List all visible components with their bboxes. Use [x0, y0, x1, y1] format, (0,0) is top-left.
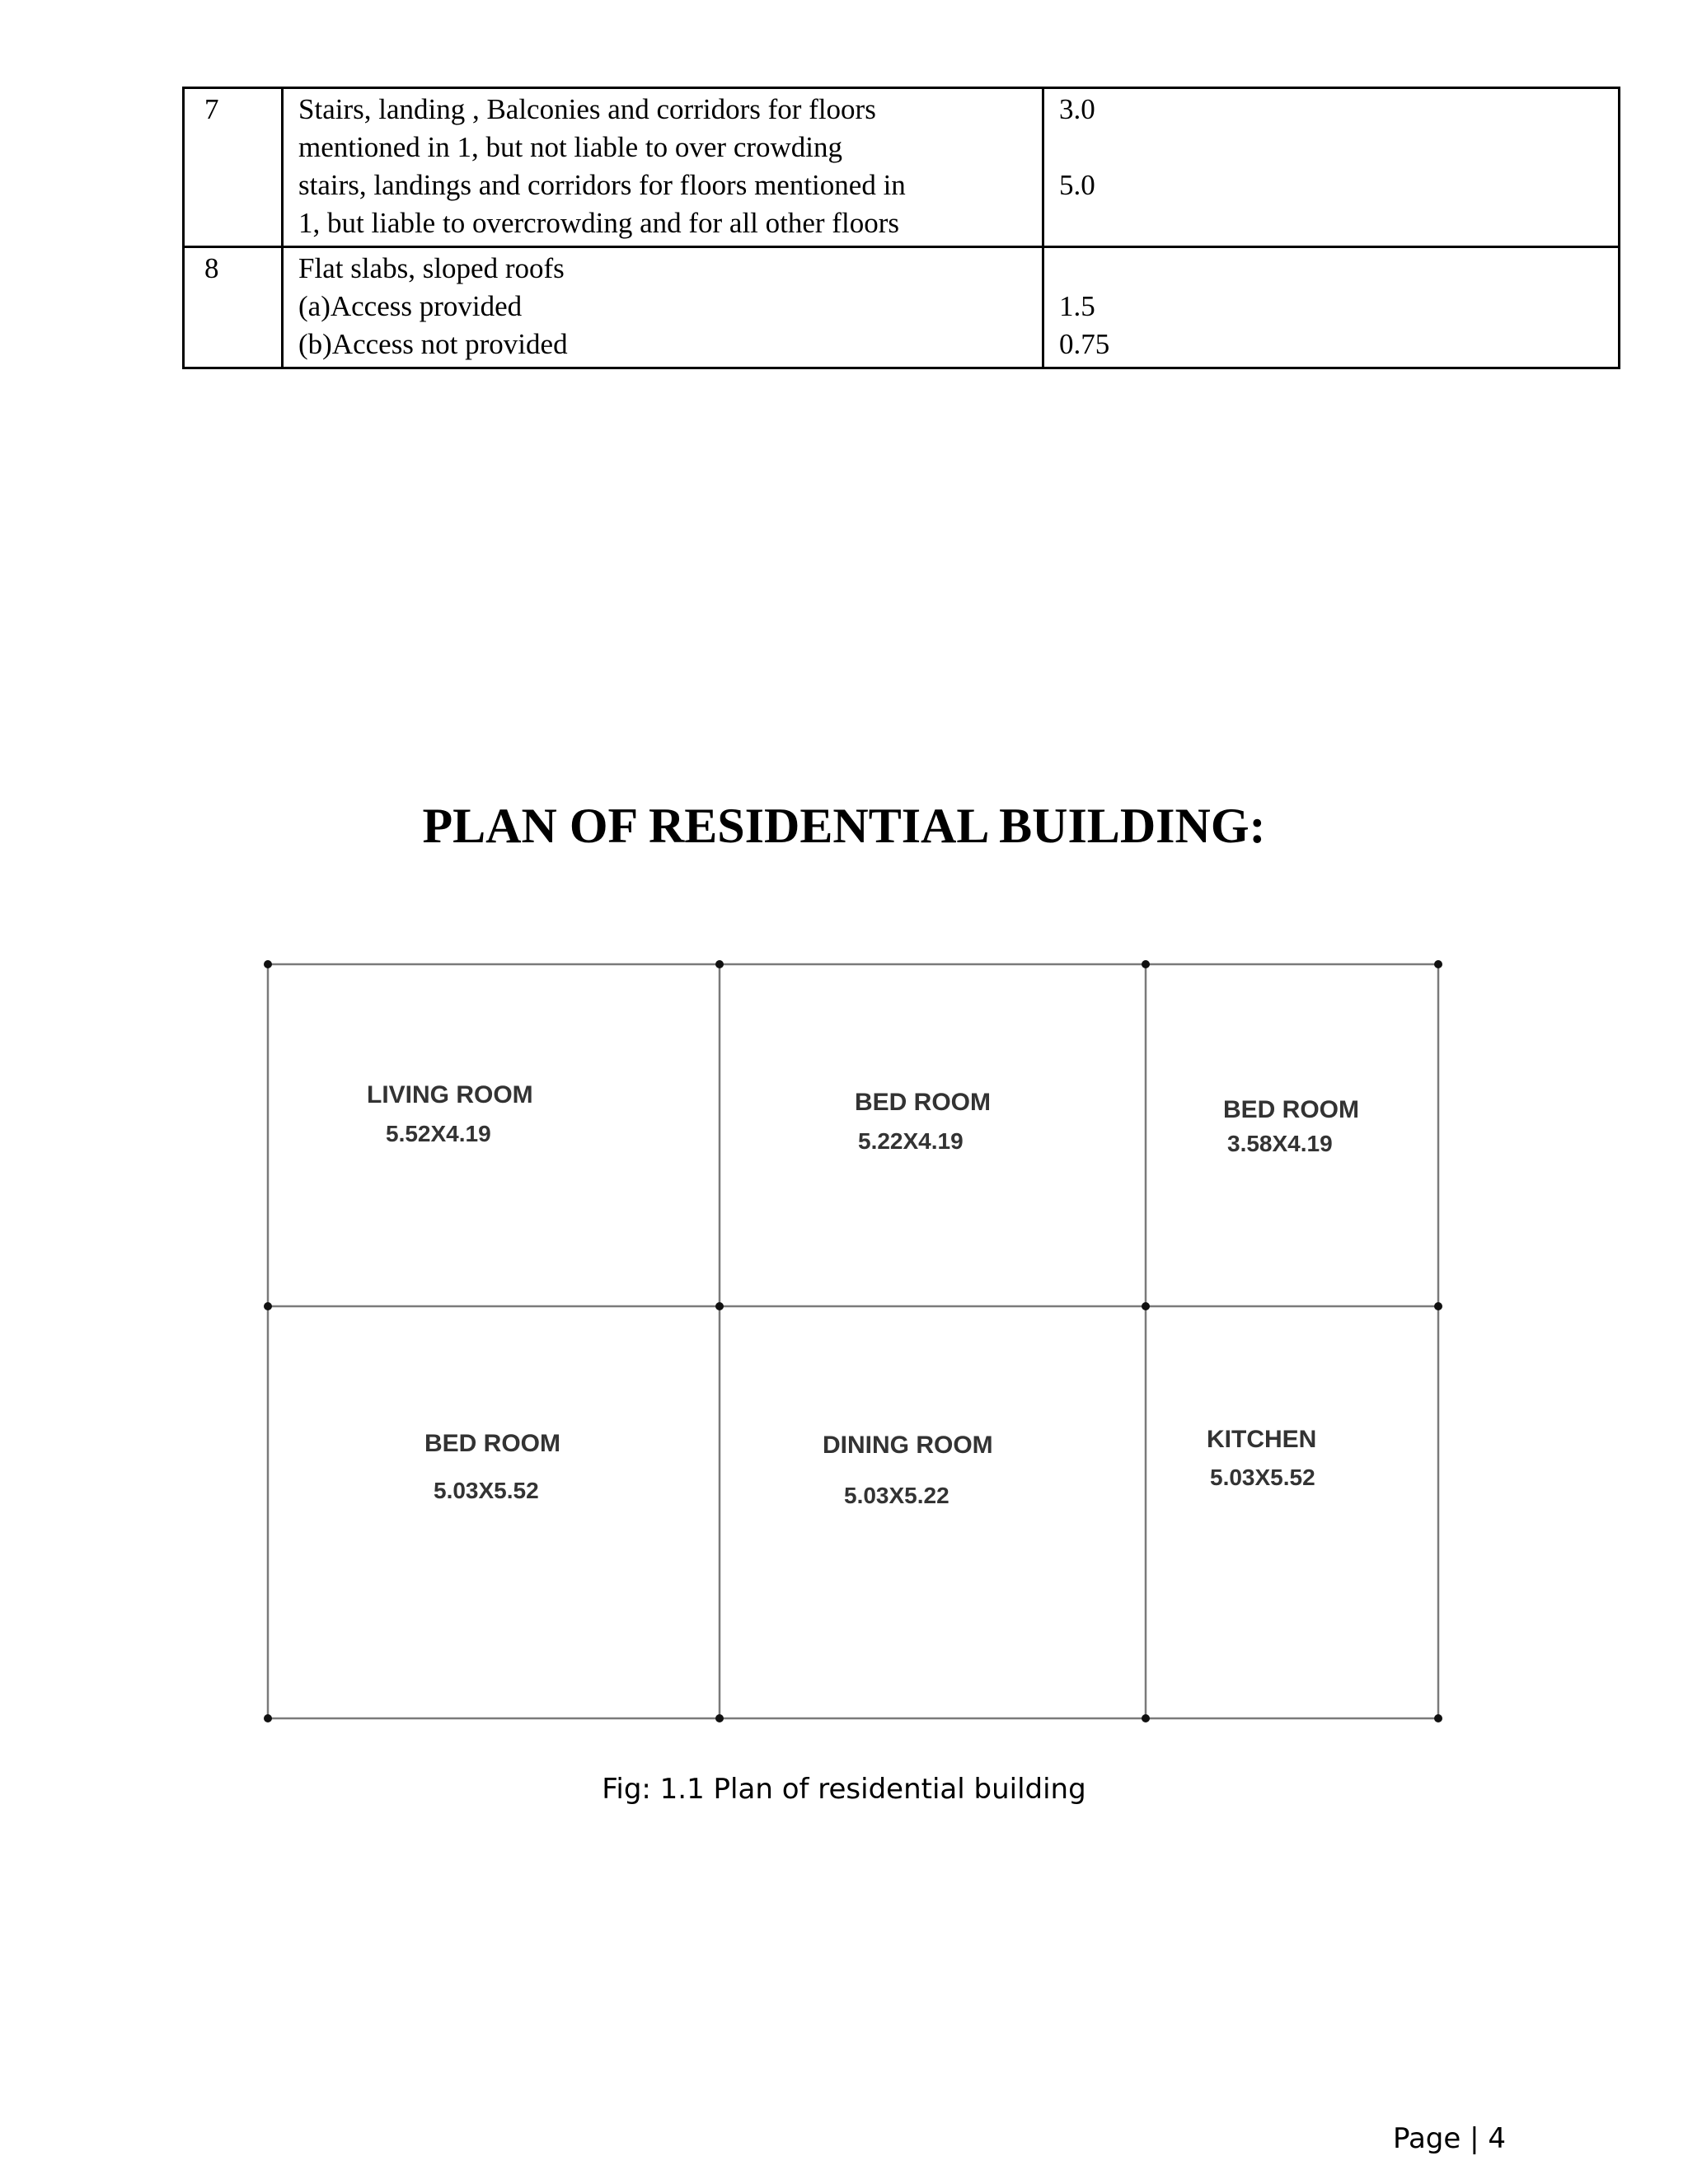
value-line: 1.5	[1059, 290, 1095, 322]
room-label-bed-room: BED ROOM	[1223, 1096, 1359, 1123]
row-number: 8	[184, 247, 283, 368]
table-row	[184, 247, 1620, 368]
room-dimensions: 5.03X5.52	[434, 1478, 539, 1503]
description-line: stairs, landings and corridors for floors mentioned in	[298, 169, 906, 201]
room-dimensions: 5.52X4.19	[386, 1121, 491, 1146]
room-label-bed-room: BED ROOM	[424, 1430, 560, 1457]
row-description	[283, 247, 1043, 368]
row-description	[283, 88, 1043, 247]
grid-node	[1434, 1302, 1442, 1310]
value-line: 5.0	[1059, 169, 1095, 201]
row-value	[1043, 247, 1620, 368]
room-dimensions: 3.58X4.19	[1227, 1131, 1333, 1156]
grid-node	[715, 1714, 724, 1722]
figure-caption: Fig: 1.1 Plan of residential building	[602, 1773, 1086, 1806]
row-value	[1043, 88, 1620, 247]
room-dimensions: 5.22X4.19	[858, 1128, 964, 1154]
description-line: (a)Access provided	[298, 290, 523, 322]
page-number: Page | 4	[1393, 2122, 1507, 2155]
value-line: 0.75	[1059, 328, 1110, 360]
description-line: (b)Access not provided	[298, 328, 568, 360]
grid-node	[715, 1302, 724, 1310]
description-line: mentioned in 1, but not liable to over crowding	[298, 131, 843, 163]
grid-node	[1434, 960, 1442, 968]
value-spacer	[1059, 129, 1603, 166]
description-line: 1, but liable to overcrowding and for all other floors	[298, 207, 899, 239]
description-line: Stairs, landing , Balconies and corridors for floors	[298, 93, 876, 125]
room-label-kitchen: KITCHEN	[1207, 1426, 1317, 1453]
row-number: 7	[184, 88, 283, 247]
load-table	[182, 87, 1620, 369]
grid-node	[264, 1714, 272, 1722]
value-line: 3.0	[1059, 93, 1095, 125]
section-heading: PLAN OF RESIDENTIAL BUILDING:	[422, 799, 1266, 853]
description-line: Flat slabs, sloped roofs	[298, 252, 565, 284]
room-dimensions: 5.03X5.22	[844, 1483, 950, 1508]
grid-node	[264, 960, 272, 968]
grid-node	[1142, 1714, 1150, 1722]
room-label-living-room: LIVING ROOM	[367, 1081, 533, 1108]
grid-node	[1142, 960, 1150, 968]
value-spacer	[1059, 250, 1603, 288]
grid-node	[1142, 1302, 1150, 1310]
room-label-dining-room: DINING ROOM	[823, 1432, 993, 1459]
room-label-bed-room: BED ROOM	[855, 1089, 991, 1116]
table-row	[184, 88, 1620, 247]
grid-node	[264, 1302, 272, 1310]
grid-node	[1434, 1714, 1442, 1722]
grid-node	[715, 960, 724, 968]
room-dimensions: 5.03X5.52	[1210, 1465, 1315, 1490]
